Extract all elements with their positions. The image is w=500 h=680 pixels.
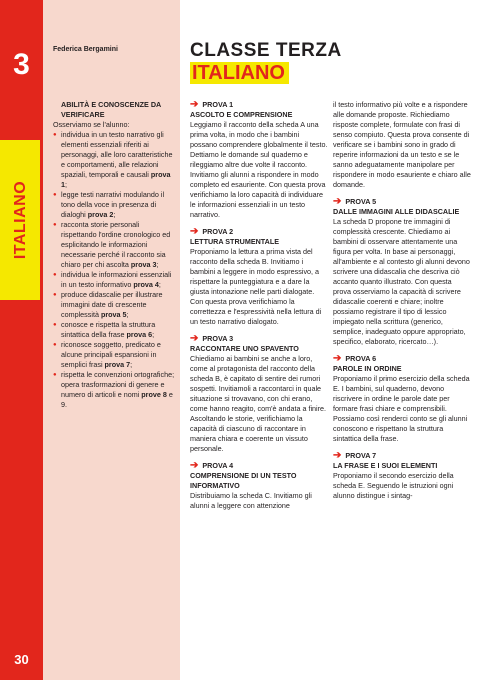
prova-heading xyxy=(190,100,328,110)
prova-label: PROVA 2 xyxy=(202,227,234,236)
bullet-icon: ● xyxy=(53,292,57,298)
objectives-title: ABILITÀ E CONOSCENZE DA VERIFICARE xyxy=(61,100,161,119)
prova-label: PROVA 6 xyxy=(345,354,377,363)
prova-subtitle: RACCONTARE UNO SPAVENTO xyxy=(190,344,299,353)
prova-body: Chiediamo ai bambini se anche a loro, come al protagonista del racconto della scheda B, è capitato di sentire dei rumori sospetti. Invitiamoli a raccontarci in quale situazione si trovavano, con chi erano, come hanno reagito, com'è andata a finire. Ascoltando le storie, verifichiamo la capacità di ciascuno di raccontare in maniera chiara e coerente un vissuto personale. xyxy=(190,354,327,453)
objective-text: riconosce soggetto, predicato e alcune principali espansioni in semplici frasi xyxy=(61,340,161,369)
chapter-strip xyxy=(0,0,43,680)
bullet-icon: ● xyxy=(53,342,57,348)
page-subtitle: ITALIANO xyxy=(190,62,289,84)
bullet-icon: ● xyxy=(53,132,57,138)
prova-section xyxy=(333,354,471,444)
prova-heading xyxy=(333,354,471,364)
arrow-right-icon: ➔ xyxy=(190,333,199,344)
objective-end: ; xyxy=(156,260,159,269)
arrow-right-icon: ➔ xyxy=(333,353,342,364)
prova-body: Proponiamo la lettura a prima vista del racconto della scheda B. Invitiamo i bambini a leggere in modo espressivo, a rispettare la punteggiatura e a dare la giusta intonazione nelle parti dialogate. Con questa prova verifichiamo la correttezza e l'espressività nella lettura di un testo narrativo dialogato. xyxy=(190,247,322,326)
prova-section xyxy=(333,100,471,190)
objectives-box xyxy=(53,100,175,410)
prova-section xyxy=(190,100,328,220)
page-title: CLASSE TERZA xyxy=(190,40,342,61)
objective-text: produce didascalie per illustrare immagini date di crescente complessità xyxy=(61,290,163,319)
objective-item xyxy=(53,220,175,270)
objective-item xyxy=(53,270,175,290)
prova-heading xyxy=(190,334,328,344)
objective-end: ; xyxy=(113,210,116,219)
arrow-right-icon: ➔ xyxy=(333,450,342,461)
prova-label: PROVA 5 xyxy=(345,197,377,206)
objective-prova-ref: prova 5 xyxy=(100,310,127,319)
objective-prova-ref: prova 6 xyxy=(126,330,153,339)
bullet-icon: ● xyxy=(53,192,57,198)
arrow-right-icon: ➔ xyxy=(190,99,199,110)
objective-prova-ref: prova 4 xyxy=(133,280,159,289)
arrow-right-icon: ➔ xyxy=(190,226,199,237)
arrow-right-icon: ➔ xyxy=(190,460,199,471)
objective-text: conosce e rispetta la struttura sintattica della frase xyxy=(61,320,156,339)
prova-subtitle: COMPRENSIONE DI UN TESTO INFORMATIVO xyxy=(190,471,297,490)
bullet-icon: ● xyxy=(53,322,57,328)
prova-section xyxy=(190,227,328,327)
objectives-intro: Osserviamo se l'alunno: xyxy=(53,120,130,129)
prova-subtitle: PAROLE IN ORDINE xyxy=(333,364,402,373)
objective-text: racconta storie personali rispettando l'ordine cronologico ed esplicitando le informazioni necessarie perché il racconto sia chiaro per chi ascolta xyxy=(61,220,171,269)
prova-subtitle: DALLE IMMAGINI ALLE DIDASCALIE xyxy=(333,207,460,216)
prova-heading xyxy=(333,451,471,461)
objective-text: legge testi narrativi modulando il tono della voce in presenza di dialoghi xyxy=(61,190,165,219)
bullet-icon: ● xyxy=(53,272,57,278)
objective-text: individua le informazioni essenziali in un testo informativo xyxy=(61,270,172,289)
prova-body: Leggiamo il racconto della scheda A una prima volta, in modo che i bambini possano comprendere globalmente il testo. Dettiamo le domande sul quaderno e rileggiamo altre due volte il racconto. Invitiamo gli alunni a rispondere in modo completo ed esauriente. Con questa prova verifichiamo la loro capacità di individuare le informazioni essenziali in un testo narrativo. xyxy=(190,120,328,219)
objective-end: ; xyxy=(130,360,133,369)
objective-end: e 9. xyxy=(61,390,173,409)
author-name: Federica Bergamini xyxy=(53,46,118,53)
prova-label: PROVA 1 xyxy=(202,100,234,109)
prova-subtitle: ASCOLTO E COMPRENSIONE xyxy=(190,110,293,119)
arrow-right-icon: ➔ xyxy=(333,196,342,207)
objective-item xyxy=(53,290,175,320)
prova-section xyxy=(333,451,471,501)
objective-end: ; xyxy=(158,280,161,289)
objective-prova-ref: prova 2 xyxy=(87,210,114,219)
subject-label: ITALIANO xyxy=(12,180,29,260)
objective-item xyxy=(53,370,175,410)
objective-prova-ref: prova 7 xyxy=(104,360,131,369)
objective-item xyxy=(53,130,175,190)
prova-heading xyxy=(190,227,328,237)
prova-body: Proponiamo il primo esercizio della scheda E. I bambini, sul quaderno, devono riscrivere in ordine le parole date per formare frasi chiare e comprensibili. Possiamo così renderci conto se gli alunni conoscono e rispettano la struttura sintattica della frase. xyxy=(333,374,470,443)
left-column xyxy=(190,100,328,518)
objective-end: ; xyxy=(65,180,67,189)
objective-item xyxy=(53,190,175,220)
objective-text: rispetta le convenzioni ortografiche; opera trasformazioni di genere e numero di articoli e nomi xyxy=(61,370,175,399)
prova-heading xyxy=(333,197,471,207)
prova-label: PROVA 3 xyxy=(202,334,234,343)
bullet-icon: ● xyxy=(53,372,57,378)
prova-section xyxy=(333,197,471,347)
right-column xyxy=(333,100,471,508)
prova-subtitle: LA FRASE E I SUOI ELEMENTI xyxy=(333,461,438,470)
bullet-icon: ● xyxy=(53,222,57,228)
chapter-number: 3 xyxy=(13,48,30,81)
objective-end: ; xyxy=(152,330,155,339)
prova-body: il testo informativo più volte e a rispondere alle domande proposte. Richiediamo risposte complete, formulate con frasi di senso compiuto. Questa prova consente di verificare se i bambini sono in grado di reperire informazioni da un testo e se le sanno adeguatamente manipolare per rispondere in modo esauriente e chiaro alle domande. xyxy=(333,100,471,189)
prova-body: La scheda D propone tre immagini di complessità crescente. Chiediamo ai bambini di osservare attentamente una figura per volta. In base ai personaggi, all'ambiente e al contesto gli alunni devono scrivere una didascalia che descriva ciò accanto quanto illustrato. Con questa prova osserviamo la capacità di scrivere didascalie coerenti e chiare; inoltre possiamo registrare il tipo di lessico impiegato nella scrittura (generico, semplice, inadeguato oppure appropriato, specifico, elaborato, ricercato…). xyxy=(333,217,470,346)
objective-prova-ref: prova 1 xyxy=(61,170,171,189)
objective-prova-ref: prova 3 xyxy=(130,260,157,269)
objective-item xyxy=(53,340,175,370)
prova-section xyxy=(190,461,328,511)
prova-subtitle: LETTURA STRUMENTALE xyxy=(190,237,280,246)
prova-body: Proponiamo il secondo esercizio della scheda E. Seguendo le istruzioni ogni alunno distingue i sintag- xyxy=(333,471,454,500)
objectives-list xyxy=(53,130,175,410)
objective-end: ; xyxy=(126,310,129,319)
objective-prova-ref: prove 8 xyxy=(141,390,167,399)
prova-label: PROVA 7 xyxy=(345,451,377,460)
prova-section xyxy=(190,334,328,454)
prova-label: PROVA 4 xyxy=(202,461,234,470)
objective-text: individua in un testo narrativo gli elementi essenziali riferiti ai personaggi, alle loro caratteristiche e comportamenti, alle relazioni spaziali, temporali e causali xyxy=(61,130,173,179)
page-number: 30 xyxy=(14,652,29,667)
objective-item xyxy=(53,320,175,340)
prova-heading xyxy=(190,461,328,471)
prova-body: Distribuiamo la scheda C. Invitiamo gli alunni a leggere con attenzione xyxy=(190,491,312,510)
